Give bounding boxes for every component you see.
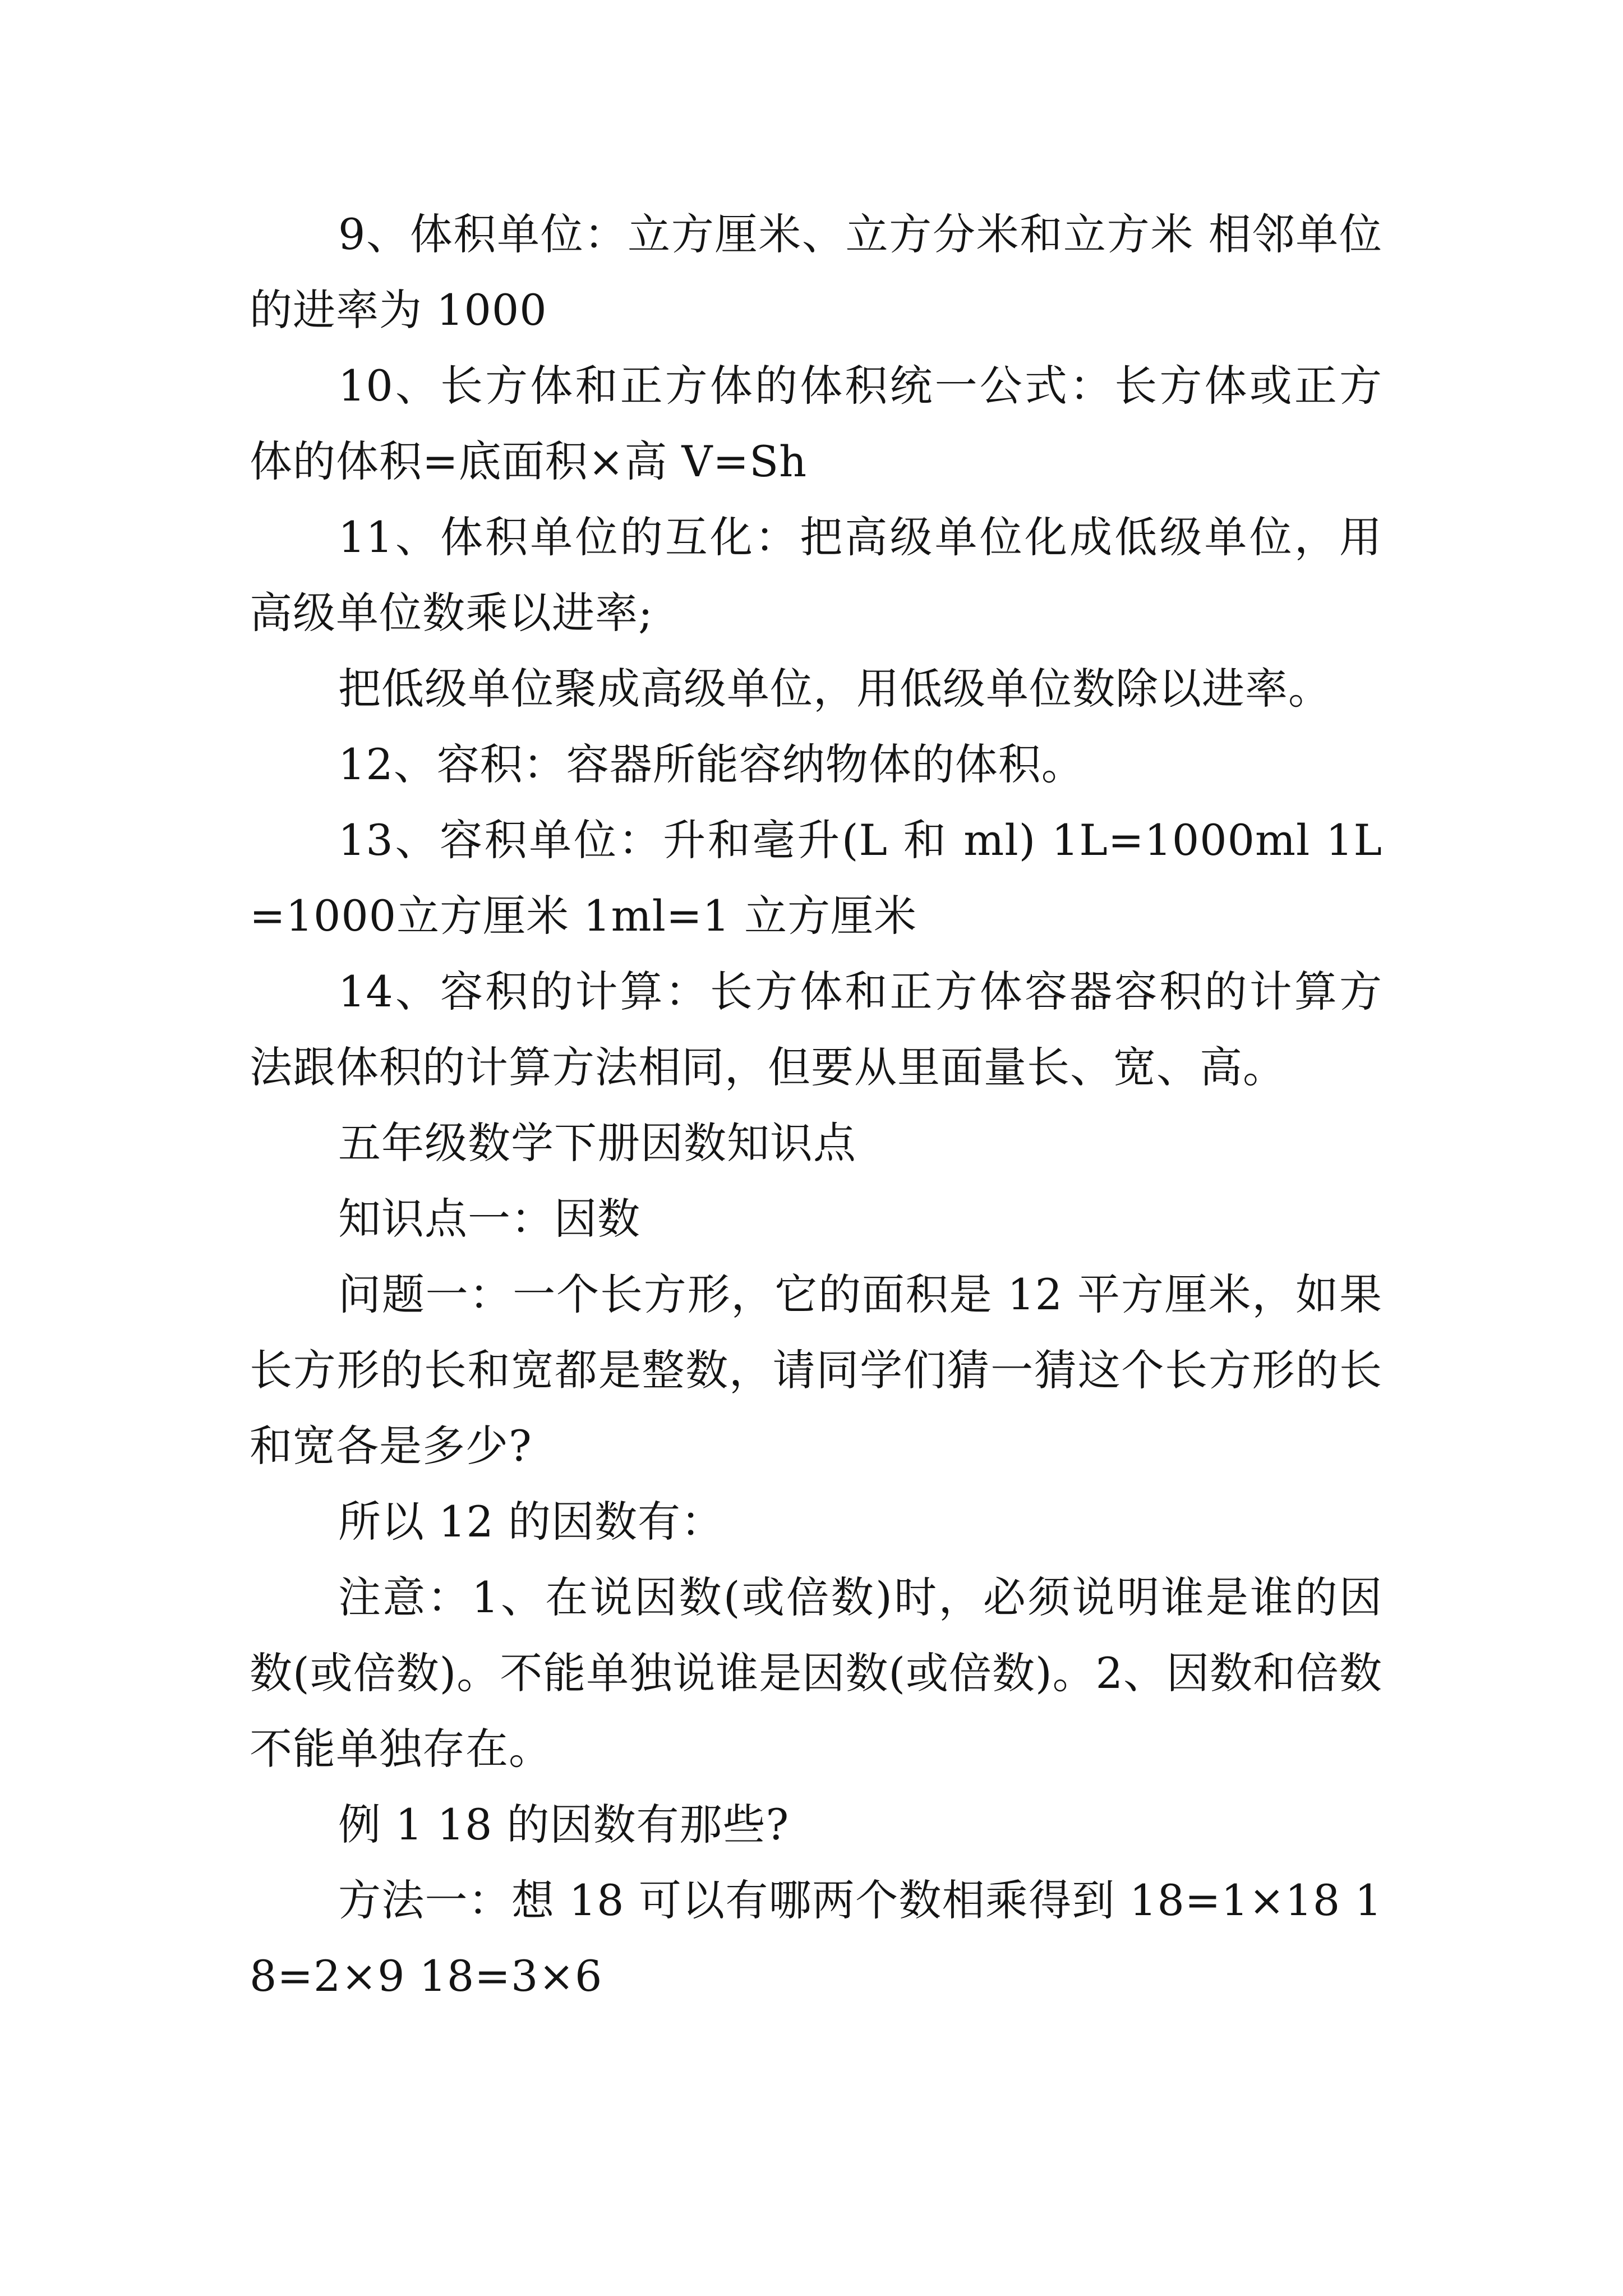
- paragraph-note: 注意：1、在说因数(或倍数)时，必须说明谁是谁的因数(或倍数)。不能单独说谁是因数(或倍数)。2、因数和倍数不能单独存在。: [250, 1572, 1382, 1774]
- paragraph-unit-conversion-reverse: 把低级单位聚成高级单位，用低级单位数除以进率。: [338, 664, 1331, 714]
- paragraph-example-one: 例 1 18 的因数有那些?: [338, 1800, 790, 1849]
- paragraph-capacity-calculation: 14、容积的计算：长方体和正方体容器容积的计算方法跟体积的计算方法相同，但要从里面量长、宽、高。: [250, 967, 1382, 1092]
- paragraph-capacity: 12、容积：容器所能容纳物体的体积。: [338, 739, 1085, 789]
- knowledge-point-heading: 知识点一：因数: [338, 1194, 640, 1244]
- paragraph-volume-units: 9、体积单位：立方厘米、立方分米和立方米 相邻单位的进率为 1000: [250, 209, 1382, 335]
- paragraph-question-one: 问题一：一个长方形，它的面积是 12 平方厘米，如果长方形的长和宽都是整数，请同学们猜一猜这个长方形的长和宽各是多少?: [250, 1269, 1382, 1471]
- paragraph-unit-conversion: 11、体积单位的互化：把高级单位化成低级单位，用高级单位数乘以进率;: [250, 512, 1382, 638]
- paragraph-factors-of-12: 所以 12 的因数有：: [338, 1497, 725, 1547]
- paragraph-volume-formula: 10、长方体和正方体的体积统一公式：长方体或正方体的体积=底面积×高 V=Sh: [250, 361, 1382, 486]
- paragraph-capacity-units: 13、容积单位：升和毫升(L 和 ml) 1L=1000ml 1L=1000立方厘米 1ml=1 立方厘米: [250, 815, 1382, 941]
- section-heading: 五年级数学下册因数知识点: [338, 1118, 856, 1168]
- document-body: [250, 196, 1382, 2014]
- paragraph-method-one: 方法一：想 18 可以有哪两个数相乘得到 18=1×18 18=2×9 18=3×6: [250, 1875, 1382, 2001]
